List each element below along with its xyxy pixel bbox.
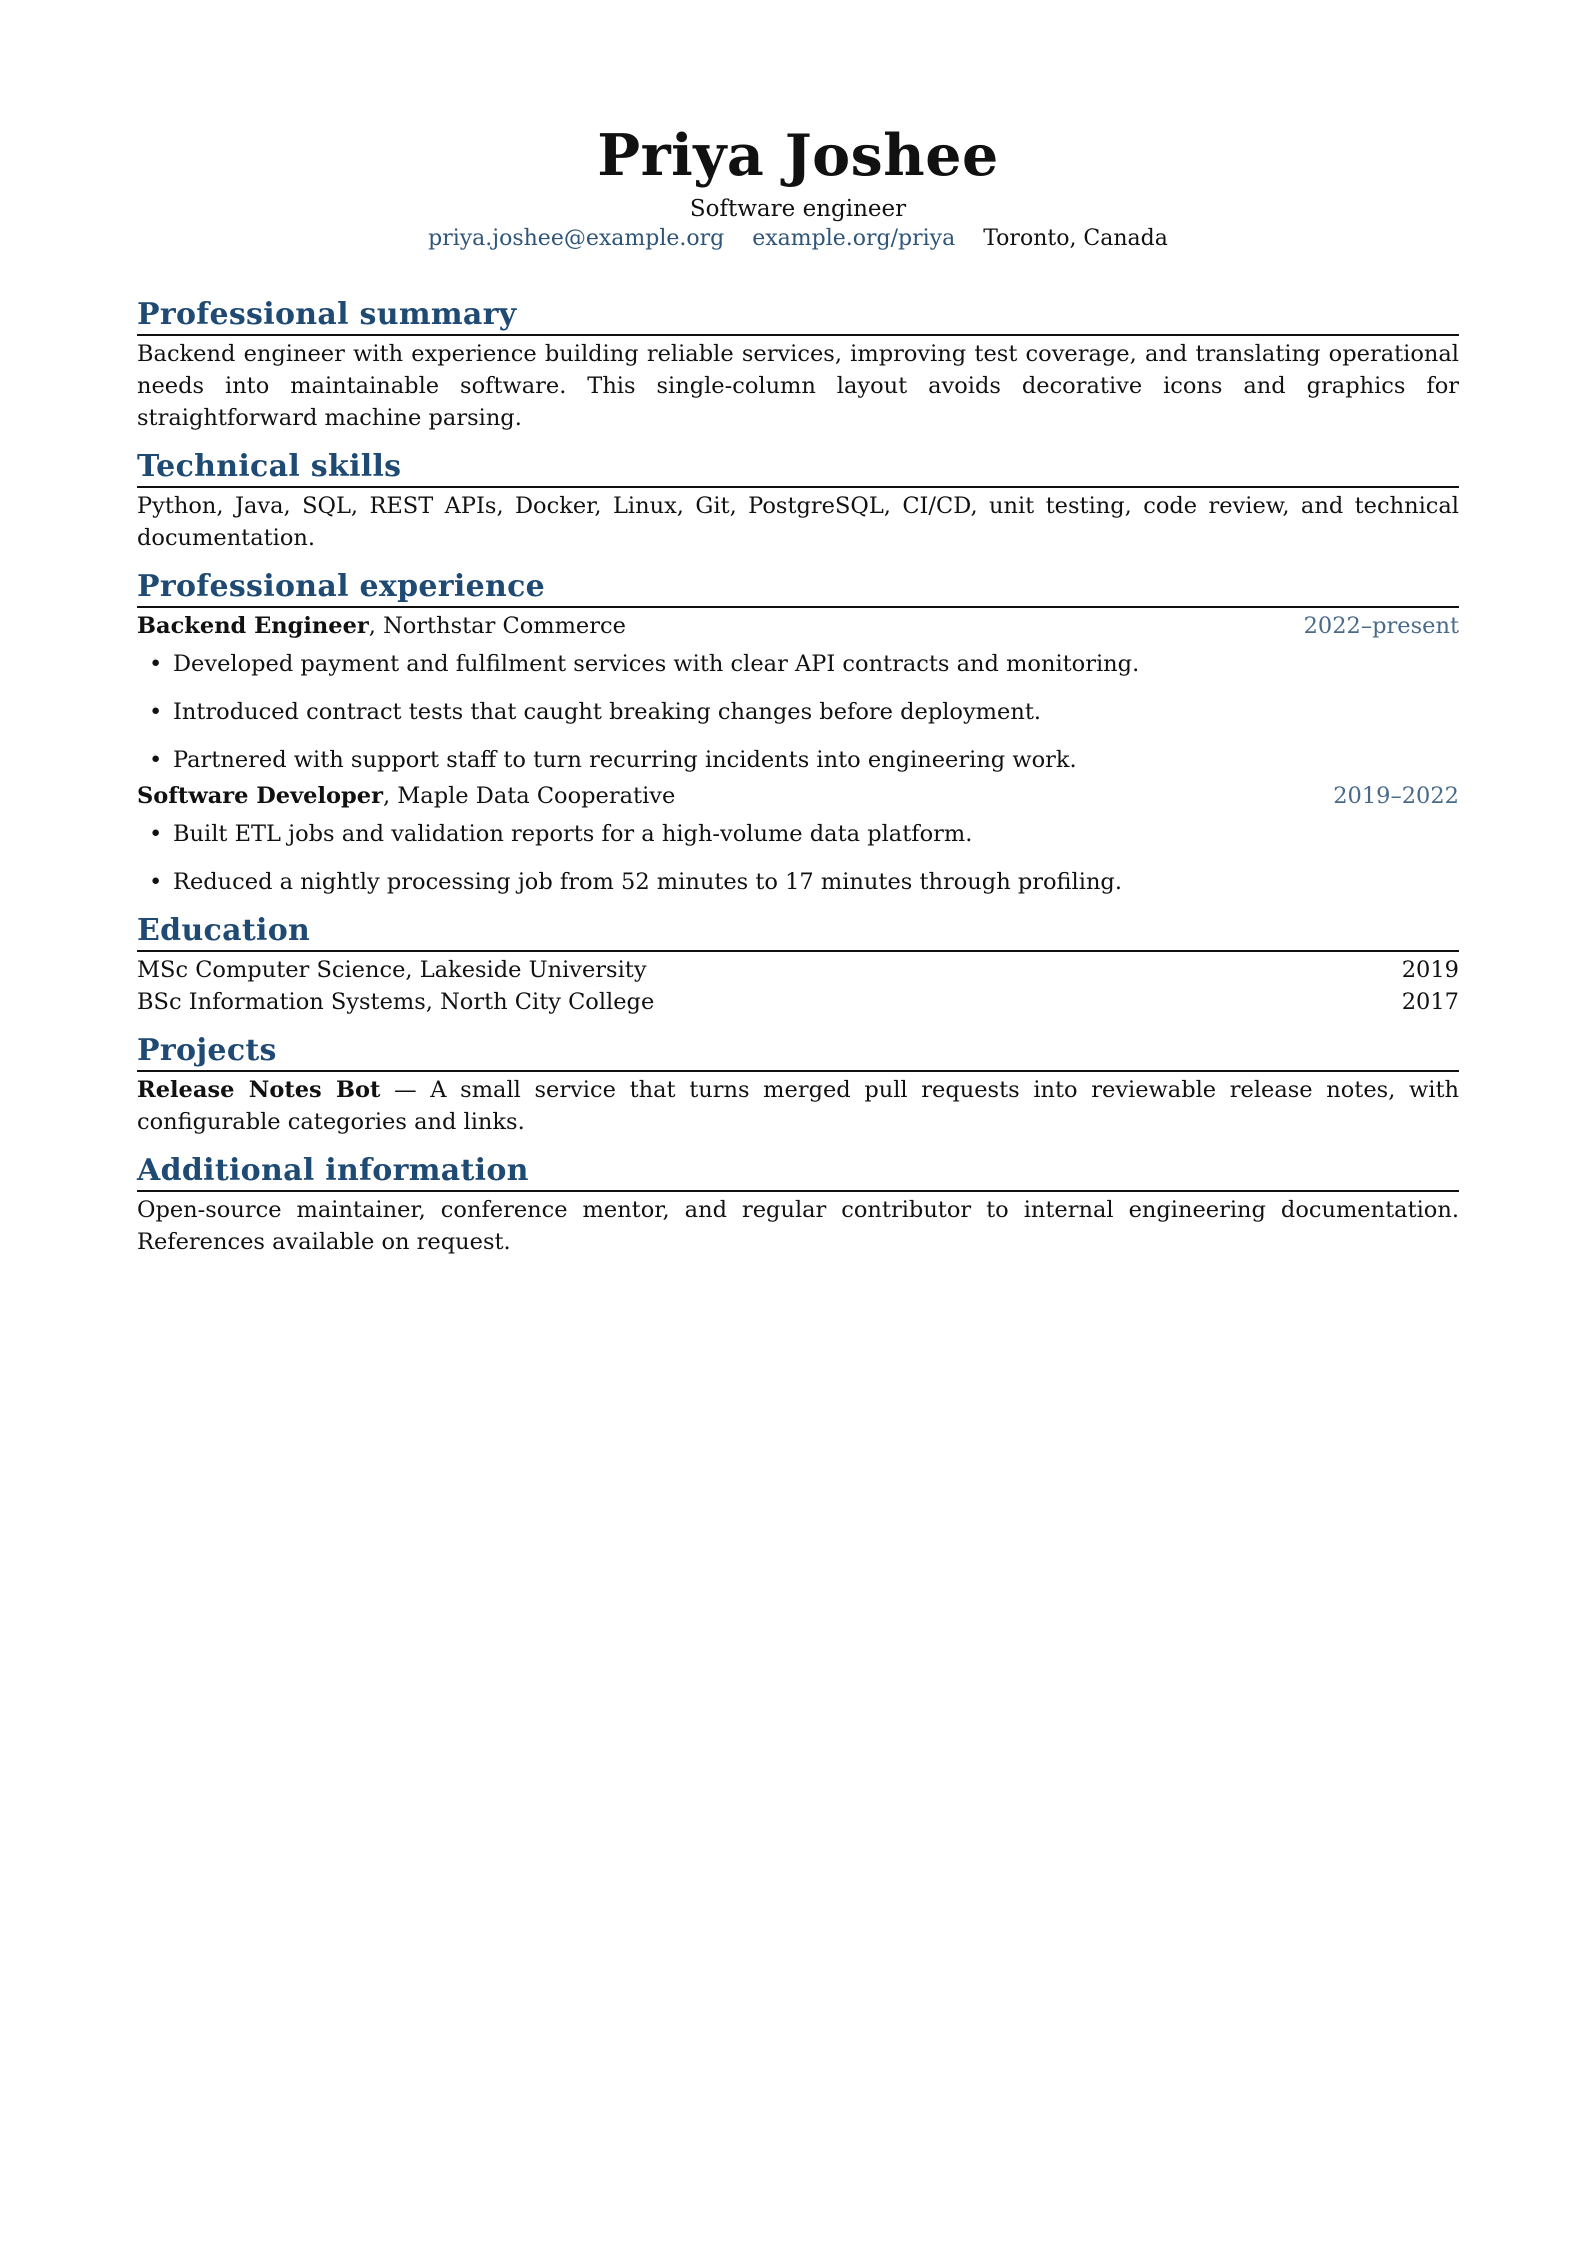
summary-section <box>137 296 1459 434</box>
job-company: , Northstar Commerce <box>368 613 626 639</box>
job-row <box>137 610 1459 642</box>
resume-page <box>137 0 1459 1258</box>
education-degree: MSc Computer Science, Lakeside University <box>137 957 647 983</box>
job-row <box>137 780 1459 812</box>
summary-heading: Professional summary <box>137 296 1459 336</box>
contact-line <box>137 224 1459 254</box>
job-bullets <box>137 648 1459 776</box>
job-heading <box>137 780 675 812</box>
job-role: Backend Engineer <box>137 613 369 639</box>
education-year: 2017 <box>1401 989 1459 1015</box>
skills-text: Python, Java, SQL, REST APIs, Docker, Linux, Git, PostgreSQL, CI/CD, unit testing, code review, and technical documentation. <box>137 493 1459 551</box>
projects-section <box>137 1032 1459 1138</box>
job-heading <box>137 610 626 642</box>
job-bullets <box>137 818 1459 898</box>
job-role: Software Developer <box>137 783 383 809</box>
skills-heading: Technical skills <box>137 448 1459 488</box>
job-bullet: • Reduced a nightly processing job from 52 minutes to 17 minutes through profiling. <box>137 866 1459 898</box>
education-heading: Education <box>137 912 1459 952</box>
experience-heading: Professional experience <box>137 568 1459 608</box>
candidate-subtitle: Software engineer <box>689 196 907 222</box>
job-dates: 2019–2022 <box>1333 783 1459 809</box>
experience-section <box>137 568 1459 898</box>
website-link[interactable]: example.org/priya <box>752 226 956 251</box>
job-bullet: • Built ETL jobs and validation reports for a high-volume data platform. <box>137 818 1459 850</box>
project-name: Release Notes Bot <box>137 1077 381 1103</box>
summary-text: Backend engineer with experience building reliable services, improving test coverage, and translating operational needs into maintainable software. This single-column layout avoids decorative icons and graphics for straightforward machine parsing. <box>137 341 1459 431</box>
skills-section <box>137 448 1459 554</box>
job-bullet: • Partnered with support staff to turn recurring incidents into engineering work. <box>137 744 1459 776</box>
education-row <box>137 954 1459 986</box>
location-text: Toronto, Canada <box>983 226 1168 251</box>
candidate-name: Priya Joshee <box>597 122 999 189</box>
job-company: , Maple Data Cooperative <box>382 783 676 809</box>
education-year: 2019 <box>1401 957 1459 983</box>
job-dates: 2022–present <box>1303 613 1459 639</box>
education-section <box>137 912 1459 1018</box>
job-bullet: • Developed payment and fulfilment services with clear API contracts and monitoring. <box>137 648 1459 680</box>
additional-heading: Additional information <box>137 1152 1459 1192</box>
projects-heading: Projects <box>137 1032 1459 1072</box>
project-description: — A small service that turns merged pull requests into reviewable release notes, with configurable categories and links. <box>137 1077 1459 1135</box>
additional-text: Open-source maintainer, conference mentor, and regular contributor to internal engineering documentation. References available on request. <box>137 1197 1459 1255</box>
additional-section <box>137 1152 1459 1258</box>
education-row <box>137 986 1459 1018</box>
job-bullet: • Introduced contract tests that caught breaking changes before deployment. <box>137 696 1459 728</box>
email-link[interactable]: priya.joshee@example.org <box>428 226 725 251</box>
education-degree: BSc Information Systems, North City College <box>137 989 655 1015</box>
project-text <box>137 1074 1459 1138</box>
resume-header <box>137 0 1459 254</box>
